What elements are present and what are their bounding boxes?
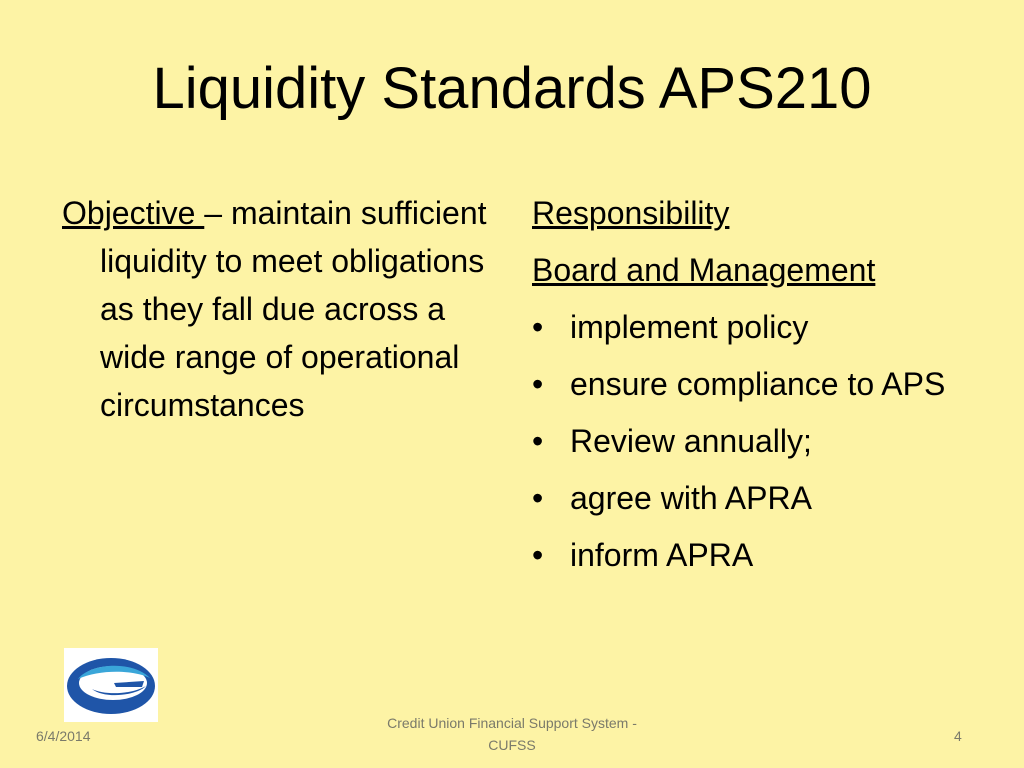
bullet-icon: • (532, 423, 544, 459)
page-number: 4 (954, 728, 962, 744)
footer-organization-line1: Credit Union Financial Support System - (387, 715, 637, 731)
responsibility-column (532, 189, 992, 588)
board-management-heading: Board and Management (532, 252, 876, 288)
objective-text: – maintain sufficient liquidity to meet obligations as they fall due across a wide range of operational circumstances (100, 195, 487, 423)
list-item (532, 417, 992, 465)
bullet-icon: • (532, 537, 544, 573)
footer-date: 6/4/2014 (36, 728, 91, 744)
list-item (532, 303, 992, 351)
swirl-logo-icon (64, 648, 158, 722)
list-item-label: agree with APRA (570, 480, 812, 516)
footer-organization (360, 712, 664, 756)
list-item (532, 474, 992, 522)
objective-label: Objective (62, 195, 205, 231)
bullet-icon: • (532, 366, 544, 402)
list-item-label: implement policy (570, 309, 809, 345)
list-item-label: inform APRA (570, 537, 754, 573)
objective-column (62, 189, 492, 429)
slide-title: Liquidity Standards APS210 (152, 56, 872, 121)
bullet-icon: • (532, 309, 544, 345)
list-item-label: ensure compliance to APS (570, 366, 946, 402)
footer-organization-line2: CUFSS (488, 737, 536, 753)
list-item (532, 360, 992, 408)
objective-paragraph (62, 189, 492, 429)
logo-graphic (64, 648, 158, 722)
list-item-label: Review annually; (570, 423, 812, 459)
bullet-icon: • (532, 480, 544, 516)
responsibility-list (532, 303, 992, 579)
responsibility-heading: Responsibility (532, 195, 730, 231)
list-item (532, 531, 992, 579)
